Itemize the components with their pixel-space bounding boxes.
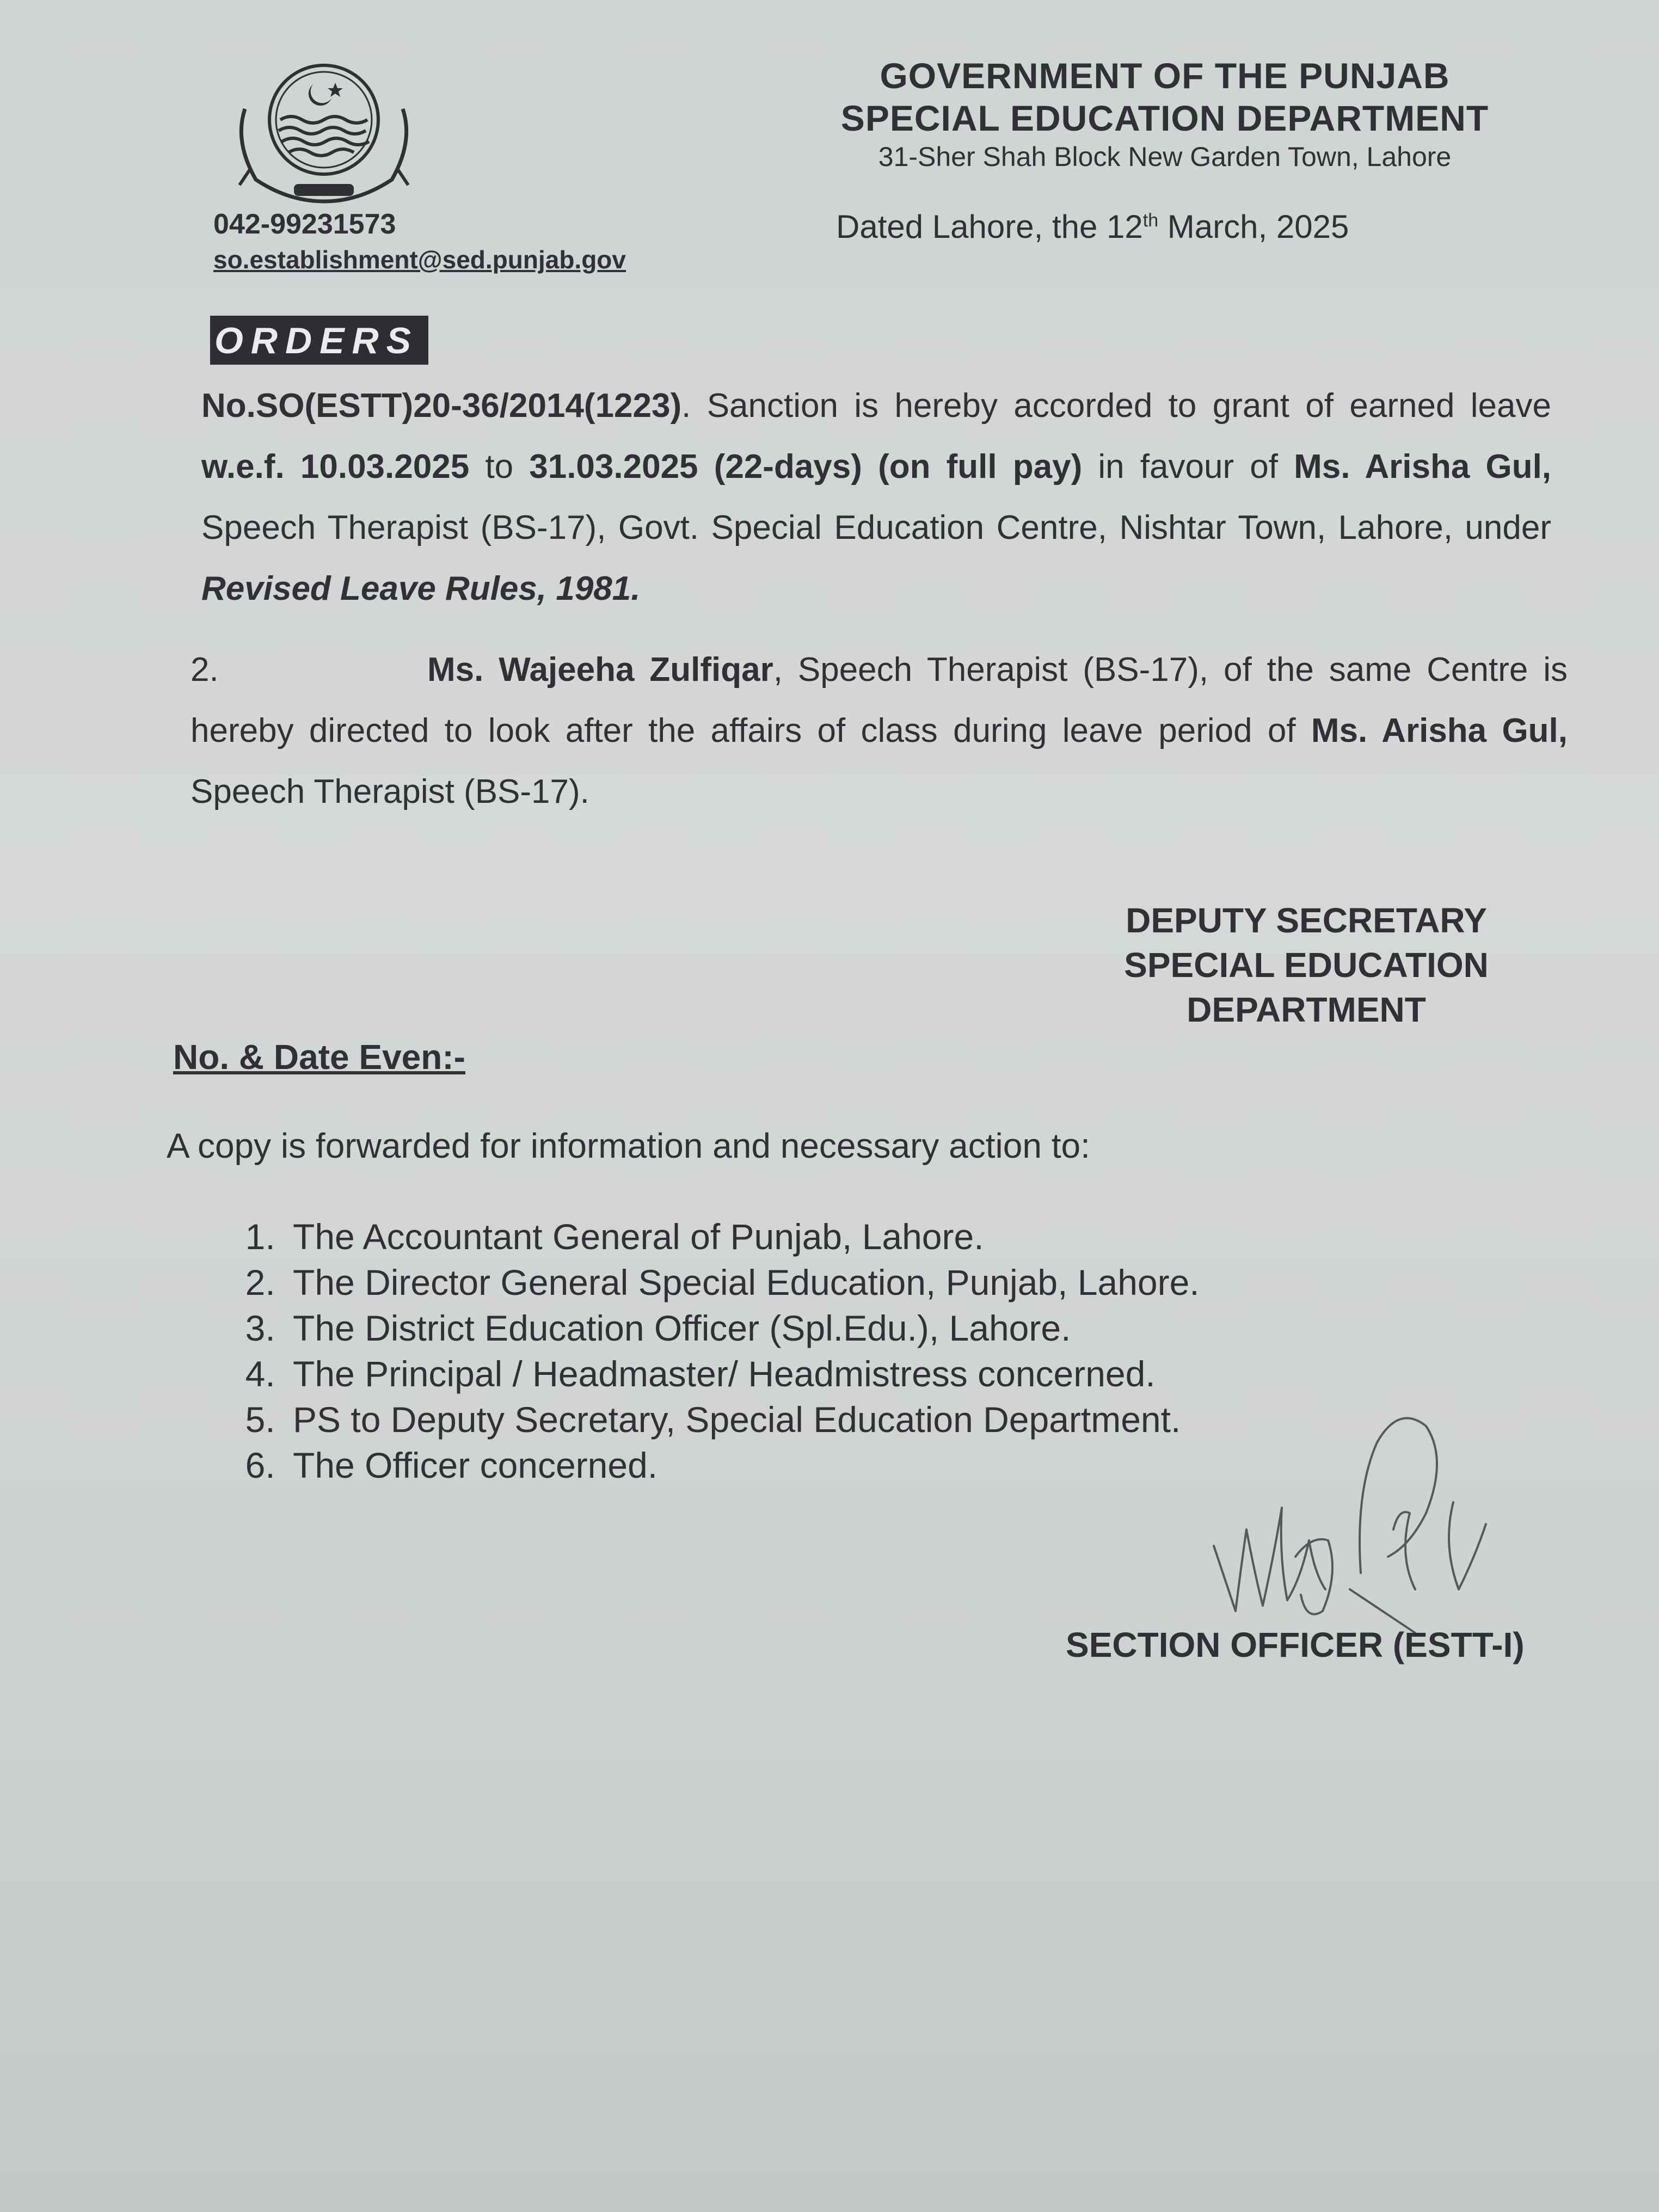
employee-name-2: Ms. Arisha Gul,	[1311, 712, 1568, 749]
date-suffix: March, 2025	[1158, 208, 1349, 245]
list-item: 6. The Officer concerned.	[285, 1442, 1200, 1488]
employee-name: Ms. Arisha Gul,	[1294, 448, 1552, 486]
paragraph-number: 2.	[191, 651, 219, 689]
para1-text-2: to	[469, 448, 530, 486]
date-line	[836, 208, 1349, 245]
list-item: 1. The Accountant General of Punjab, Lahore.	[285, 1214, 1200, 1259]
reference-number: No.SO(ESTT)20-36/2014(1223)	[201, 387, 682, 425]
letterhead-block	[784, 54, 1546, 174]
substitute-name: Ms. Wajeeha Zulfiqar	[427, 651, 773, 689]
para1-text-3: in favour of	[1082, 448, 1294, 486]
para1-text-1: . Sanction is hereby accorded to grant of earned leave	[681, 387, 1551, 425]
designation-line-2: SPECIAL EDUCATION	[1124, 945, 1489, 985]
department-address: 31-Sher Shah Block New Garden Town, Lahore	[878, 142, 1452, 172]
deputy-secretary-designation	[1034, 898, 1578, 1032]
para1-text-4: Speech Therapist (BS-17), Govt. Special Education Centre, Nishtar Town, Lahore, under	[201, 509, 1551, 546]
orders-badge: ORDERS	[210, 316, 428, 365]
list-item: 4. The Principal / Headmaster/ Headmistress concerned.	[285, 1351, 1200, 1397]
order-paragraph-2	[191, 640, 1568, 822]
section-officer-designation: SECTION OFFICER (ESTT-I)	[1066, 1625, 1525, 1664]
handwritten-signature	[1197, 1393, 1546, 1644]
even-number-heading: No. & Date Even:-	[173, 1037, 465, 1077]
designation-line-1: DEPUTY SECRETARY	[1126, 901, 1487, 940]
copy-recipients-list	[218, 1214, 1200, 1488]
government-title: GOVERNMENT OF THE PUNJAB	[880, 56, 1450, 96]
department-title: SPECIAL EDUCATION DEPARTMENT	[840, 98, 1489, 138]
list-item: 2. The Director General Special Education, Punjab, Lahore.	[285, 1259, 1200, 1305]
leave-start: w.e.f. 10.03.2025	[201, 448, 470, 486]
list-item: 5. PS to Deputy Secretary, Special Education Department.	[285, 1397, 1200, 1442]
para2-text-1: , Speech Therapist (BS-17), of the same Centre is hereby directed to look after the affairs of class during leave period of	[191, 651, 1568, 749]
order-paragraph-1	[201, 376, 1551, 619]
date-superscript: th	[1142, 210, 1159, 231]
leave-rules: Revised Leave Rules, 1981.	[201, 570, 641, 607]
phone-number: 042-99231573	[213, 208, 396, 240]
designation-line-3: DEPARTMENT	[1187, 990, 1426, 1029]
date-prefix: Dated Lahore, the 12	[836, 208, 1143, 245]
punjab-emblem-icon	[229, 60, 419, 207]
list-item: 3. The District Education Officer (Spl.Edu.), Lahore.	[285, 1305, 1200, 1351]
email-address: so.establishment@sed.punjab.gov	[213, 245, 626, 274]
forward-text: A copy is forwarded for information and necessary action to:	[167, 1126, 1090, 1165]
para2-text-2: Speech Therapist (BS-17).	[191, 773, 589, 810]
leave-period: 31.03.2025 (22-days) (on full pay)	[529, 448, 1083, 486]
